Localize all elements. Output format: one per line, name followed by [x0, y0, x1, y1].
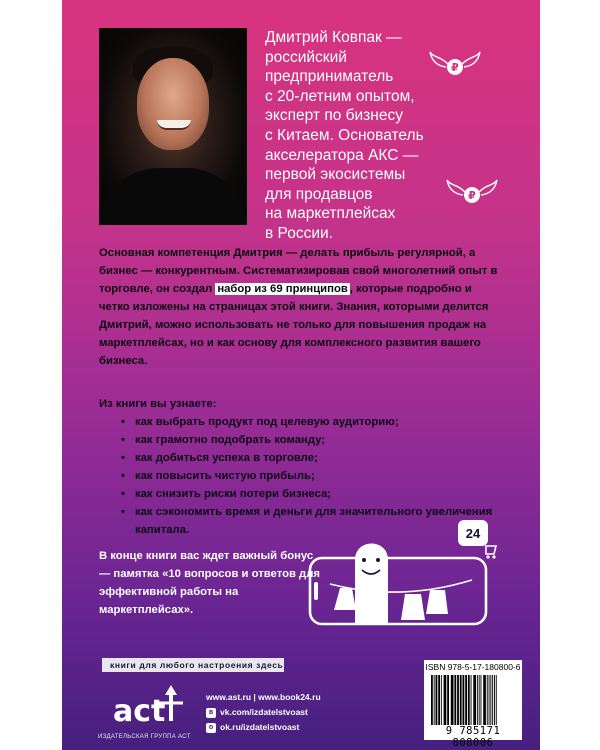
list-item: • как сэкономить время и деньги для значительного увеличения капитала. — [121, 503, 499, 539]
barcode-bar — [441, 675, 442, 725]
ok-link[interactable]: ok.ru/izdatelstvoast — [220, 722, 300, 732]
sites-row — [206, 690, 321, 705]
bonus-paragraph: В конце книги вас ждет важный бонус — памятка «10 вопросов и ответов для эффективной работы на маркетплейсах». — [99, 550, 320, 616]
list-item: • как снизить риски потери бизнеса; — [121, 485, 499, 503]
barcode-bar — [451, 675, 454, 725]
barcode-bar — [489, 675, 490, 725]
barcode-bar — [465, 675, 467, 725]
bio-line: для продавцов — [265, 185, 373, 203]
bio-line: акселератора АКС — — [265, 146, 419, 164]
barcode-bar — [460, 675, 462, 725]
barcode-bar — [444, 675, 447, 725]
vk-icon: в — [206, 708, 216, 718]
marketplace-illustration — [300, 520, 500, 630]
barcode-bar — [463, 675, 465, 725]
svg-text:₽: ₽ — [451, 61, 459, 74]
barcode-bar — [447, 675, 449, 725]
list-item: • как выбрать продукт под целевую аудиторию; — [121, 413, 499, 431]
barcode-bar — [454, 675, 456, 725]
author-photo — [99, 28, 247, 225]
bio-line: на маркетплейсах — [265, 205, 396, 223]
barcode-bar — [479, 675, 480, 725]
badge-number: 24 — [465, 526, 481, 541]
bio-line: эксперт по бизнесу — [265, 107, 403, 125]
book-back-cover — [62, 0, 540, 750]
author-jacket — [99, 168, 247, 225]
barcode-bar — [473, 675, 476, 725]
list-item: • как добиться успеха в торговле; — [121, 449, 499, 467]
barcode-bar — [496, 675, 497, 725]
bio-line: предприниматель — [265, 68, 394, 86]
author-face — [137, 58, 209, 150]
barcode-bar — [468, 675, 470, 725]
publisher-caption: ИЗДАТЕЛЬСКАЯ ГРУППА АСТ — [98, 734, 191, 740]
barcode — [429, 675, 517, 725]
bio-line: с Китаем. Основатель — [265, 126, 424, 144]
barcode-bar — [494, 675, 495, 725]
logo-text: act — [113, 694, 166, 729]
bio-line: в России. — [265, 224, 333, 242]
ast-logo — [107, 677, 193, 733]
barcode-bar — [436, 675, 438, 725]
barcode-bar — [481, 675, 482, 725]
intro-text: Основная компетенция Дмитрия — делать прибыль регулярной, а бизнес — конкурентным. Систематизировав свой многолетний опыт в торговле, он создал — [99, 247, 498, 295]
barcode-bar — [492, 675, 493, 725]
list-item: • как повысить чистую прибыль; — [121, 467, 499, 485]
author-smile — [157, 120, 191, 130]
barcode-bar — [483, 675, 486, 725]
sites-link[interactable]: www.ast.ru | www.book24.ru — [206, 692, 321, 702]
bio-line: российский — [265, 48, 347, 66]
vk-link[interactable]: vk.com/izdatelstvoast — [220, 707, 308, 717]
barcode-bar — [434, 675, 435, 725]
winged-ruble-icon — [428, 48, 482, 80]
svg-text:₽: ₽ — [468, 189, 476, 202]
publisher-links — [206, 690, 321, 735]
tagline-strip: книги для любого настроения здесь — [102, 658, 284, 672]
barcode-bar — [457, 675, 459, 725]
barcode-bar — [438, 675, 440, 725]
bio-line: с 20-летним опытом, — [265, 87, 415, 105]
intro-paragraph — [99, 244, 499, 370]
bio-line: Дмитрий Ковпак — — [265, 29, 402, 46]
barcode-digits: 9 785171 808006 — [445, 725, 501, 749]
barcode-bar — [490, 675, 491, 725]
learn-heading: Из книги вы узнаете: — [99, 398, 217, 410]
isbn-label: ISBN 978-5-17-180800-6 — [425, 662, 521, 672]
ok-row — [206, 720, 321, 735]
winged-ruble-icon — [445, 176, 499, 208]
barcode-bar — [431, 675, 433, 725]
learn-section — [99, 395, 499, 539]
ok-icon: о — [206, 723, 216, 733]
barcode-bar — [471, 675, 472, 725]
bio-line: первой экосистемы — [265, 166, 406, 184]
vk-row — [206, 705, 321, 720]
intro-highlight: набор из 69 принципов — [217, 283, 348, 295]
barcode-bar — [487, 675, 488, 725]
intro-text: , которые подробно и четко изложены на страницах этой книги. Знания, которыми делится Дмитрий, можно использовать не только для повышения продаж на маркетплейсах, но и как основу для комплексного развития вашего бизнеса. — [99, 283, 489, 367]
barcode-bar — [477, 675, 478, 725]
isbn-barcode-box — [424, 660, 522, 749]
list-item: • как грамотно подобрать команду; — [121, 431, 499, 449]
